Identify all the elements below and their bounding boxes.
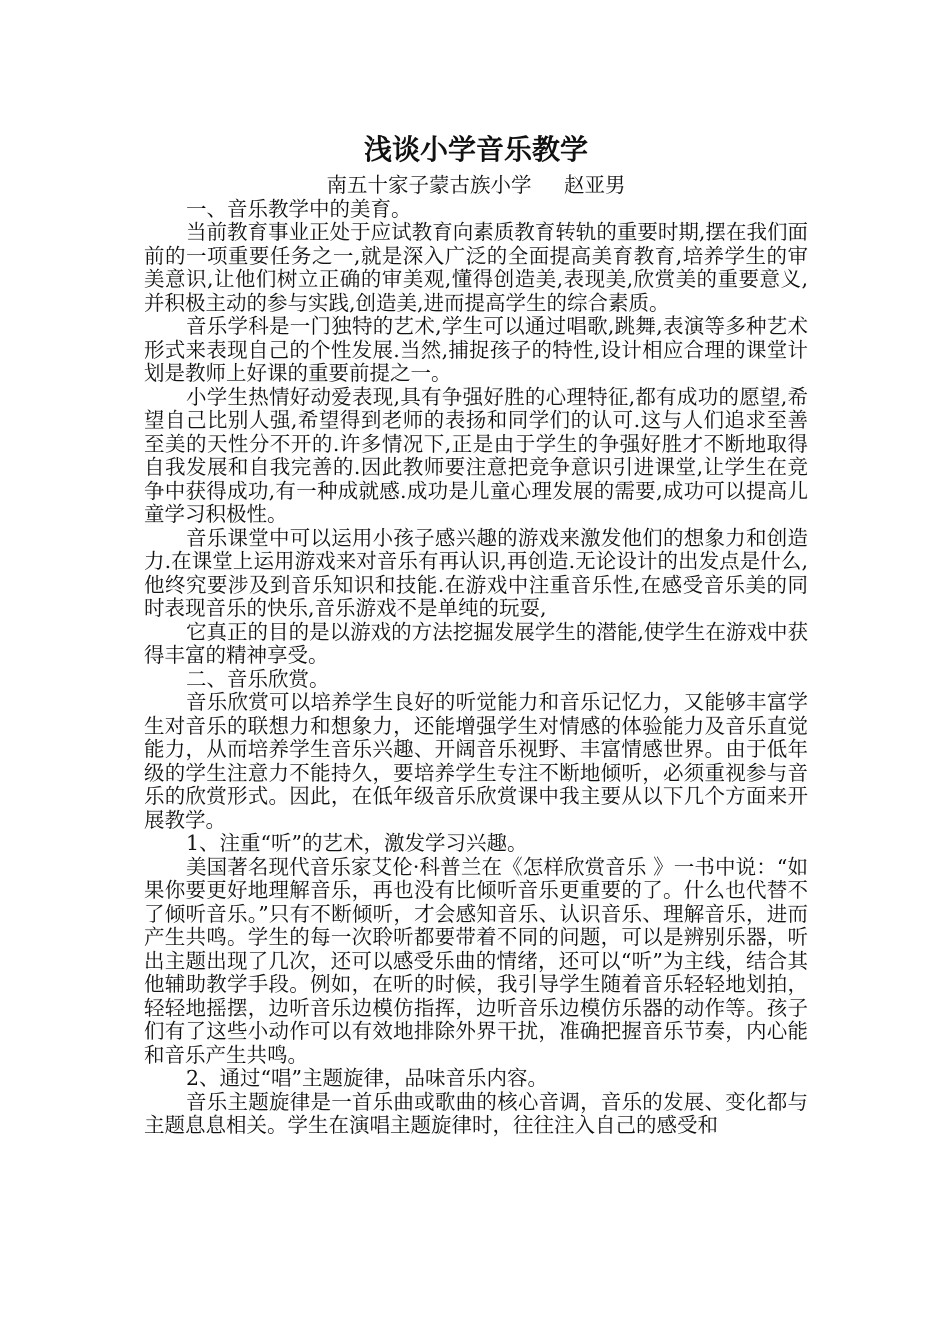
body-paragraph: 音乐欣赏可以培养学生良好的听觉能力和音乐记忆力，又能够丰富学生对音乐的联想力和想象力，还能增强学生对情感的体验能力及音乐直觉能力，从而培养学生音乐兴趣、开阔音乐视野、丰富情感世界。由于低年级的学生注意力不能持久，要培养学生专注不断地倾听，必须重视参与音乐的欣赏形式。因此，在低年级音乐欣赏课中我主要从以下几个方面来开展教学。: [144, 690, 808, 832]
body-paragraph: 音乐主题旋律是一首乐曲或歌曲的核心音调，音乐的发展、变化都与主题息息相关。学生在演唱主题旋律时，往往注入自己的感受和: [144, 1089, 808, 1137]
body-paragraph: 小学生热情好动爱表现,具有争强好胜的心理特征,都有成功的愿望,希望自己比别人强,希望得到老师的表扬和同学们的认可.这与人们追求至善至美的天性分不开的.许多情况下,正是由于学生的争强好胜才不断地取得自我发展和自我完善的.因此教师要注意把竞争意识引进课堂,让学生在竞争中获得成功,有一种成就感.成功是儿童心理发展的需要,成功可以提高儿童学习积极性。: [144, 384, 808, 526]
document-title: 浅谈小学音乐教学: [363, 133, 588, 166]
body-paragraph: 音乐学科是一门独特的艺术,学生可以通过唱歌,跳舞,表演等多种艺术形式来表现自己的个性发展.当然,捕捉孩子的特性,设计相应合理的课堂计划是教师上好课的重要前提之一。: [144, 314, 808, 385]
subsection-heading: 1、注重“听”的艺术，激发学习兴趣。: [186, 831, 528, 855]
body-paragraph: 音乐课堂中可以运用小孩子感兴趣的游戏来激发他们的想象力和创造力.在课堂上运用游戏来对音乐有再认识,再创造.无论设计的出发点是什么,他终究要涉及到音乐知识和技能.在游戏中注重音乐性,在感受音乐美的同时表现音乐的快乐,音乐游戏不是单纯的玩耍,: [144, 525, 808, 620]
document-page: [144, 128, 808, 1138]
body-paragraph: 美国著名现代音乐家艾伦·科普兰在《怎样欣赏音乐 》一书中说：“如果你要更好地理解音乐，再也没有比倾听音乐更重要的了。什么也代替不了倾听音乐。”只有不断倾听，才会感知音乐、认识音乐、理解音乐，进而产生共鸣。学生的每一次聆听都要带着不同的问题，可以是辨别乐器，听出主题出现了几次，还可以感受乐曲的情绪，还可以“听”为主线，结合其他辅助教学手段。例如，在听的时候，我引导学生随着音乐轻轻地划拍，轻轻地摇摆，边听音乐边模仿指挥，边听音乐边模仿乐器的动作等。孩子们有了这些小动作可以有效地排除外界干扰，准确把握音乐节奏，内心能和音乐产生共鸣。: [144, 854, 808, 1067]
body-paragraph: 它真正的目的是以游戏的方法挖掘发展学生的潜能,使学生在游戏中获得丰富的精神享受。: [144, 619, 808, 667]
body-paragraph: 当前教育事业正处于应试教育向素质教育转轨的重要时期,摆在我们面前的一项重要任务之一,就是深入广泛的全面提高美育教育,培养学生的审美意识,让他们树立正确的审美观,懂得创造美,表现美,欣赏美的重要意义,并积极主动的参与实践,创造美,进而提高学生的综合素质。: [144, 220, 808, 315]
subsection-heading: 2、通过“唱”主题旋律，品味音乐内容。: [186, 1066, 549, 1090]
section-heading: 二、音乐欣赏。: [186, 666, 330, 691]
author-line: 南五十家子蒙古族小学 赵亚男: [326, 173, 626, 197]
section-heading: 一、音乐教学中的美育。: [186, 196, 412, 221]
